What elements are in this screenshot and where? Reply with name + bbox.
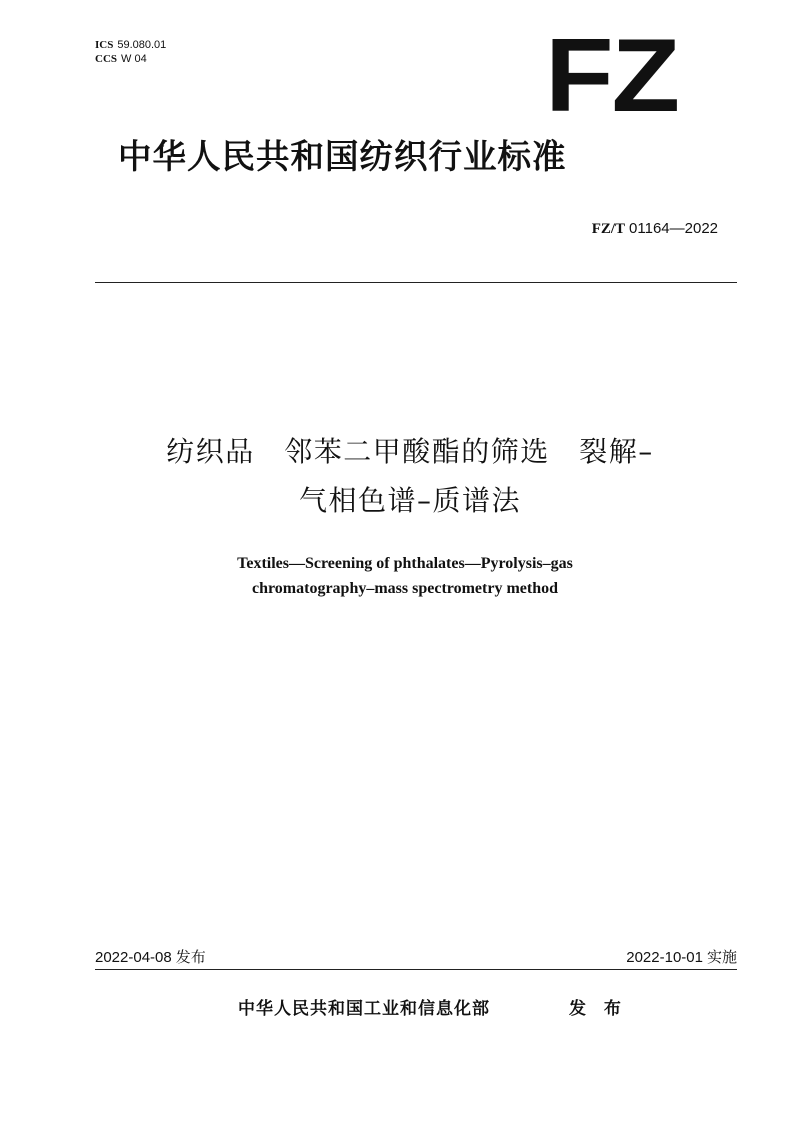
implementation-label: 实施	[706, 948, 737, 966]
issue-date	[95, 946, 206, 969]
ics-value: 59.080.01	[117, 39, 167, 51]
implementation-date	[626, 946, 737, 969]
standard-number-value: 01164—2022	[629, 220, 718, 237]
ccs-label: CCS	[95, 53, 118, 65]
english-title-line-2: chromatography–mass spectrometry method	[251, 580, 559, 597]
publish-label: 发 布	[569, 999, 627, 1019]
publisher-name: 中华人民共和国工业和信息化部	[238, 999, 490, 1019]
chinese-title-line-2: 气相色谱–质谱法	[298, 484, 521, 517]
ccs-value: W 04	[121, 53, 147, 65]
bottom-divider	[95, 969, 737, 970]
ccs-code	[95, 52, 166, 66]
ics-label: ICS	[95, 39, 114, 51]
english-title-line-1: Textiles—Screening of phthalates—Pyrolysis–gas	[237, 555, 573, 572]
classification-codes	[95, 38, 166, 66]
standard-number	[592, 218, 718, 239]
ics-code	[95, 38, 166, 52]
chinese-title-line-1: 纺织品 邻苯二甲酸酯的筛选 裂解–	[166, 435, 654, 468]
standard-number-prefix: FZ/T	[591, 221, 626, 237]
implementation-date-value: 2022-10-01	[626, 949, 703, 966]
issue-date-value: 2022-04-08	[95, 949, 172, 966]
top-divider	[95, 282, 737, 283]
fz-logo: FZ	[545, 18, 678, 134]
issue-label: 发布	[175, 948, 206, 966]
industry-standard-title: 中华人民共和国纺织行业标准	[118, 137, 567, 176]
